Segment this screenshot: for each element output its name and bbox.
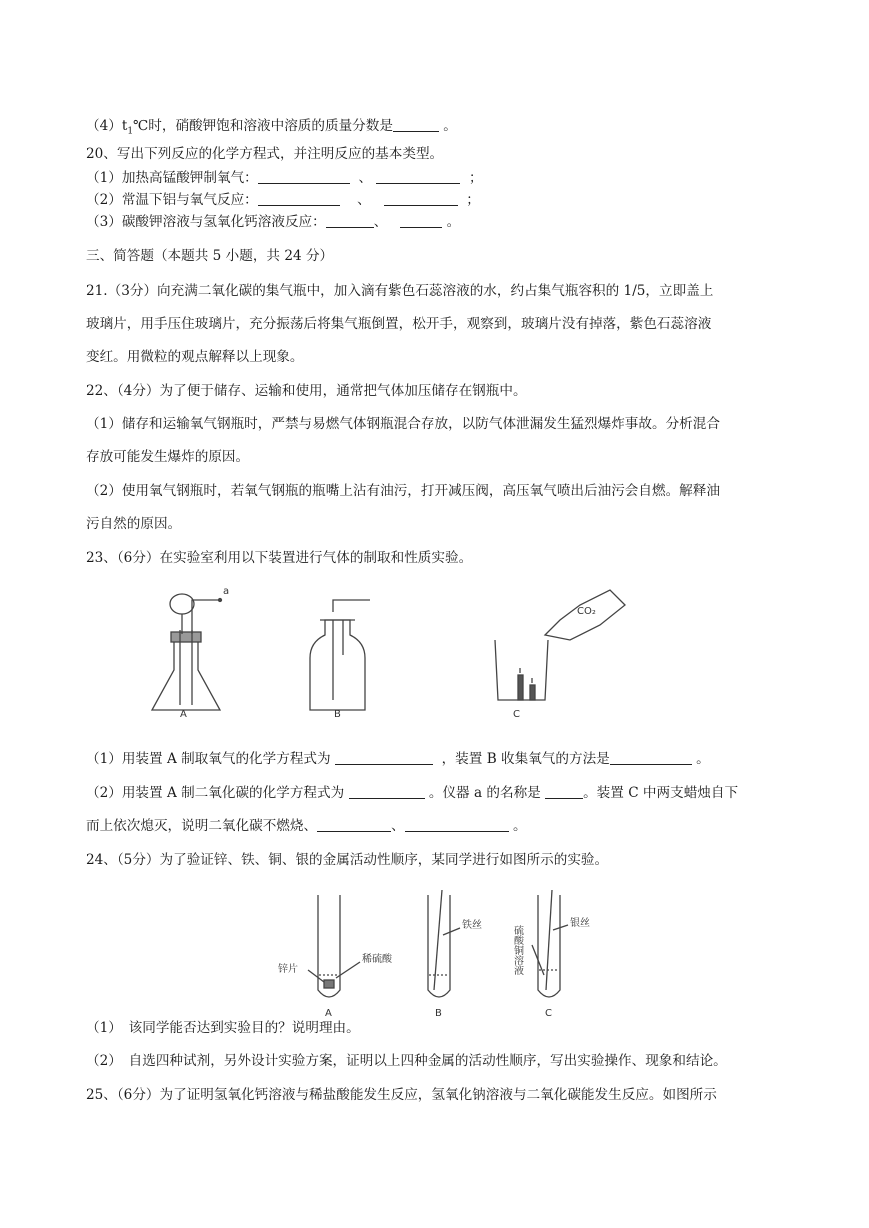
test-tube-b-icon	[428, 890, 460, 997]
answer-blank[interactable]	[258, 169, 350, 184]
q23-apparatus-figure	[140, 580, 640, 720]
q24-sub-1: （1） 该同学能否达到实验目的？说明理由。	[86, 1020, 360, 1036]
label-cuso4: 硫酸铜溶液	[511, 925, 523, 975]
answer-blank[interactable]	[393, 117, 439, 132]
apparatus-a-icon	[152, 594, 222, 710]
q22-part1-line2: 存放可能发生爆炸的原因。	[86, 449, 250, 465]
test-tube-c-icon	[532, 890, 568, 997]
fig-label-a: a	[223, 586, 230, 597]
text: 。	[696, 751, 710, 767]
separator: 、	[373, 214, 388, 230]
punct: 。	[446, 214, 461, 230]
separator: 、	[358, 170, 373, 186]
answer-blank[interactable]	[317, 817, 391, 832]
text: 。	[508, 818, 527, 834]
section-3-heading: 三、简答题（本题共 5 小题，共 24 分）	[86, 248, 334, 264]
answer-blank[interactable]	[610, 750, 692, 765]
text: 、	[391, 818, 405, 834]
fig-label-C: C	[513, 709, 520, 720]
punct: ；	[469, 170, 483, 186]
q23-sub-3	[86, 816, 527, 836]
q19-part4	[86, 116, 457, 142]
tube-label-B: B	[435, 1008, 442, 1019]
label-acid: 稀硫酸	[362, 954, 392, 965]
q19-subscript: 1	[127, 126, 134, 137]
q23-sub-1	[86, 749, 710, 769]
fig-label-co2: CO₂	[577, 606, 596, 617]
q23-sub-2	[86, 783, 738, 803]
q24-stem: 24、（5分）为了验证锌、铁、铜、银的金属活动性顺序，某同学进行如图所示的实验。	[86, 852, 609, 868]
answer-blank[interactable]	[545, 784, 583, 799]
q20-item-1	[86, 168, 483, 188]
q19-text-end: 。	[438, 118, 457, 134]
answer-blank[interactable]	[349, 784, 425, 799]
text: 。仪器 a 的名称是	[428, 785, 541, 801]
text: （1）用装置 A 制取氧气的化学方程式为	[86, 751, 331, 767]
answer-blank[interactable]	[384, 191, 458, 206]
answer-blank[interactable]	[400, 213, 442, 228]
answer-blank[interactable]	[258, 191, 340, 206]
separator: 、	[357, 192, 371, 208]
q22-part2-line2: 污自然的原因。	[86, 516, 182, 532]
tube-label-C: C	[545, 1008, 552, 1019]
q20-stem: 20、写出下列反应的化学方程式，并注明反应的基本类型。	[86, 146, 444, 162]
label-iron: 铁丝	[462, 920, 482, 931]
punct: ；	[466, 192, 480, 208]
q19-text-pre: （4）t	[86, 118, 128, 134]
q21-line-2: 玻璃片，用手压住玻璃片，充分振荡后将集气瓶倒置，松开手，观察到，玻璃片没有掉落，紫色石蕊溶液	[86, 316, 712, 332]
q20-item-2	[86, 190, 480, 210]
fig-label-B: B	[334, 709, 341, 720]
apparatus-b-icon	[310, 600, 370, 710]
q24-test-tube-figure	[270, 890, 630, 1020]
q25-line-1: 25、（6分）为了证明氢氧化钙溶液与稀盐酸能发生反应，氢氧化钠溶液与二氧化碳能发生反应。如图所示	[86, 1087, 717, 1103]
answer-blank[interactable]	[326, 213, 374, 228]
q21-line-1: 21.（3分）向充满二氧化碳的集气瓶中，加入滴有紫色石蕊溶液的水，约占集气瓶容积的 1/5，立即盖上	[86, 283, 714, 299]
label-silver: 银丝	[570, 918, 590, 929]
q22-part2-line1: （2）使用氧气钢瓶时，若氧气钢瓶的瓶嘴上沾有油污，打开减压阀，高压氧气喷出后油污会自燃。解释油	[86, 483, 720, 499]
text: 而上依次熄灭，说明二氧化碳不燃烧、	[86, 818, 318, 834]
answer-blank[interactable]	[376, 169, 460, 184]
q22-stem: 22、（4分）为了便于储存、运输和使用，通常把气体加压储存在钢瓶中。	[86, 383, 527, 399]
text: 。装置 C 中两支蜡烛自下	[583, 785, 739, 801]
q20-item-label: （1）加热高锰酸钾制氧气：	[86, 170, 258, 186]
q21-line-3: 变红。用微粒的观点解释以上现象。	[86, 349, 304, 365]
tube-label-A: A	[325, 1008, 332, 1019]
text: ，装置 B 收集氧气的方法是	[441, 751, 610, 767]
q23-stem: 23、（6分）在实验室利用以下装置进行气体的制取和性质实验。	[86, 550, 473, 566]
fig-label-A: A	[180, 709, 187, 720]
apparatus-c-icon	[495, 590, 625, 700]
answer-blank[interactable]	[405, 817, 509, 832]
q19-text-post: ℃时，硝酸钾饱和溶液中溶质的质量分数是	[133, 118, 393, 134]
answer-blank[interactable]	[335, 750, 433, 765]
text: （2）用装置 A 制二氧化碳的化学方程式为	[86, 785, 345, 801]
q24-sub-2: （2） 自选四种试剂，另外设计实验方案，证明以上四种金属的活动性顺序，写出实验操作、现象和结论。	[86, 1053, 727, 1069]
label-zinc: 锌片	[278, 964, 298, 975]
test-tube-a-icon	[308, 895, 360, 997]
q22-part1-line1: （1）储存和运输氧气钢瓶时，严禁与易燃气体钢瓶混合存放，以防气体泄漏发生猛烈爆炸事故。分析混合	[86, 416, 720, 432]
q20-item-3	[86, 212, 460, 232]
q20-item-label: （3）碳酸钾溶液与氢氧化钙溶液反应：	[86, 214, 326, 230]
q20-item-label: （2）常温下铝与氧气反应：	[86, 192, 258, 208]
